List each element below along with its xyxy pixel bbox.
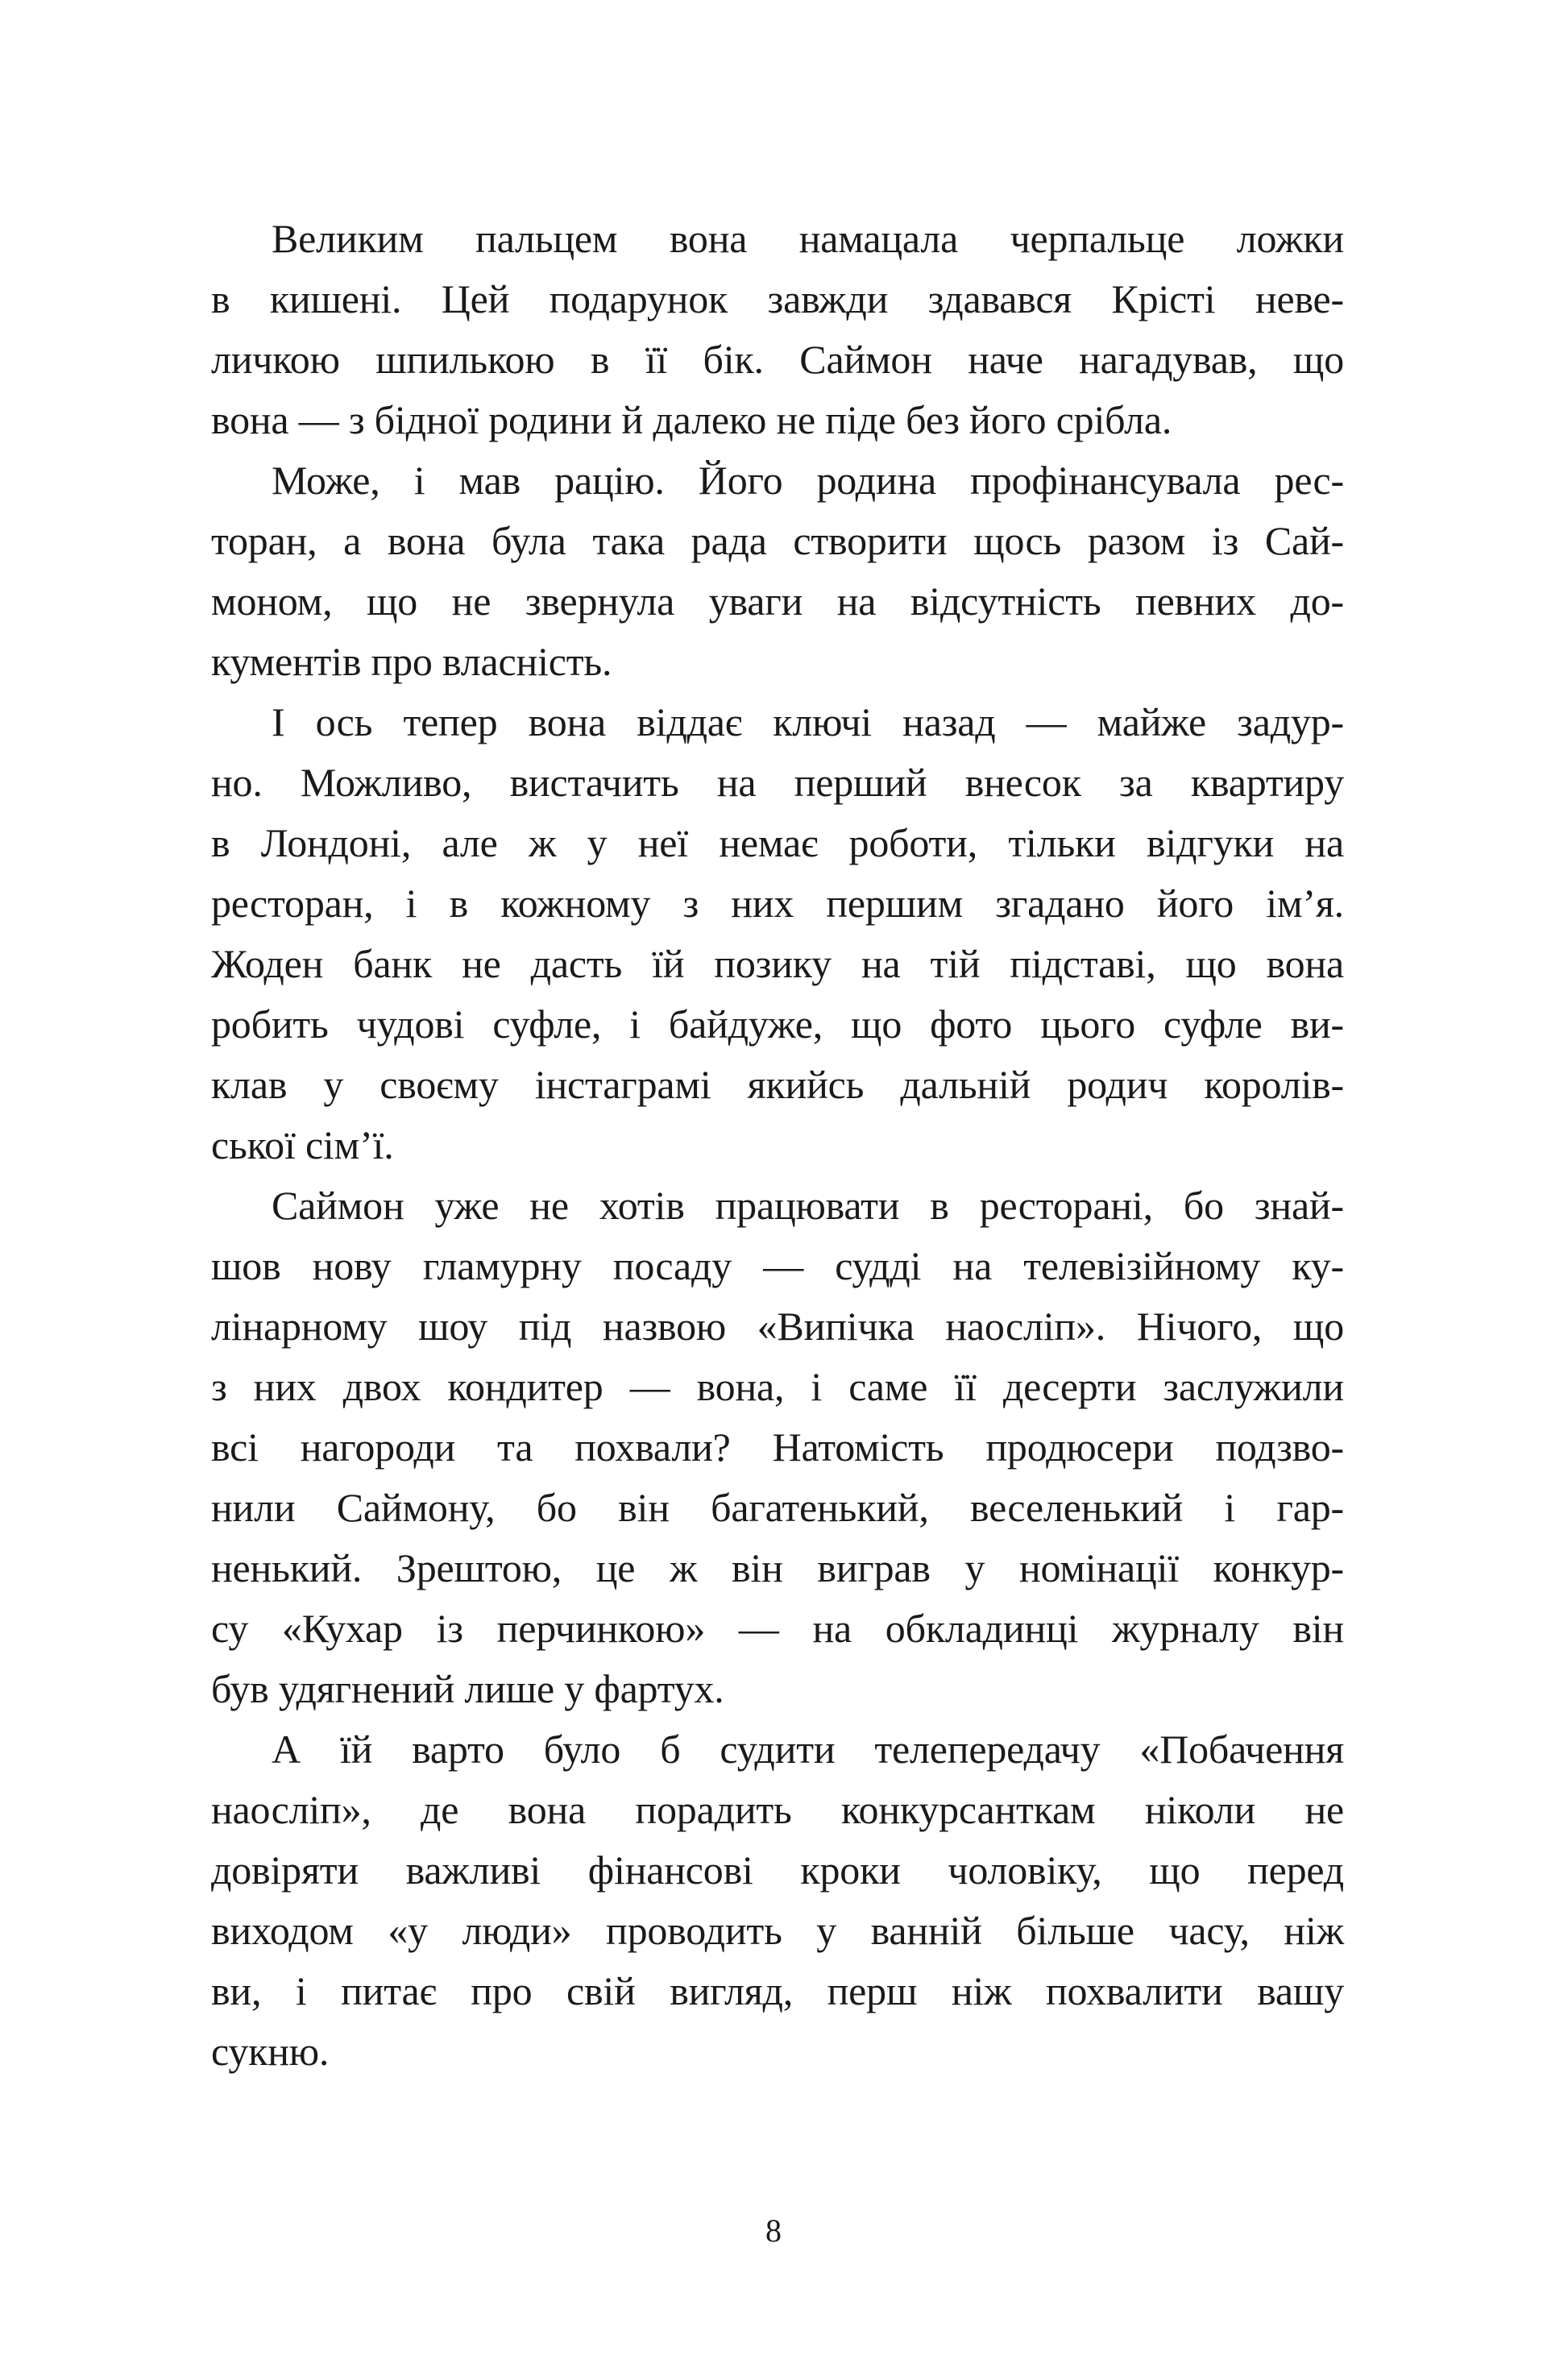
- text-line: Великим пальцем вона намацала черпальце ложки: [272, 216, 1344, 261]
- text-line: нили Саймону, бо він багатенький, веселенький і гар-: [211, 1485, 1344, 1530]
- paragraph-5: [211, 1719, 1344, 2082]
- text-line: Може, і мав рацію. Його родина профінансувала рес-: [272, 458, 1344, 503]
- text-line: А їй варто було б судити телепередачу «Побачення: [272, 1727, 1344, 1772]
- text-line: лінарному шоу під назвою «Випічка наосліп». Нічого, що: [211, 1304, 1344, 1349]
- text-line: наосліп», де вона порадить конкурсанткам ніколи не: [211, 1787, 1344, 1832]
- text-line: в Лондоні, але ж у неї немає роботи, тільки відгуки на: [211, 820, 1344, 865]
- paragraph-3: [211, 692, 1344, 1175]
- text-line: ської сім’ї.: [211, 1122, 394, 1167]
- text-line: був удягнений лише у фартух.: [211, 1666, 724, 1711]
- page-number: 8: [765, 2212, 782, 2249]
- text-line: личкою шпилькою в її бік. Саймон наче нагадував, що: [211, 337, 1344, 382]
- text-line: всі нагороди та похвали? Натомість продюсери подзво-: [211, 1424, 1344, 1470]
- text-line: робить чудові суфле, і байдуже, що фото цього суфле ви-: [211, 1001, 1344, 1047]
- body-text: [211, 209, 1344, 2082]
- text-line: в кишені. Цей подарунок завжди здавався Крісті неве-: [211, 276, 1344, 321]
- text-line: но. Можливо, вистачить на перший внесок за квартиру: [211, 760, 1344, 805]
- text-line: су «Кухар із перчинкою» — на обкладинці журналу він: [211, 1606, 1344, 1651]
- text-line: моном, що не звернула уваги на відсутність певних до-: [211, 578, 1344, 624]
- text-line: вона — з бідної родини й далеко не піде без його срібла.: [211, 397, 1172, 442]
- paragraph-1: [211, 209, 1344, 450]
- text-line: сукню.: [211, 2029, 330, 2074]
- text-line: Саймон уже не хотів працювати в ресторані, бо знай-: [272, 1183, 1344, 1228]
- text-line: І ось тепер вона віддає ключі назад — майже задур-: [272, 699, 1344, 744]
- text-line: з них двох кондитер — вона, і саме її десерти заслужили: [211, 1364, 1344, 1409]
- paragraph-2: [211, 450, 1344, 692]
- text-line: клав у своєму інстаграмі якийсь дальній родич королів-: [211, 1062, 1344, 1107]
- text-line: шов нову гламурну посаду — судді на телевізійному ку-: [211, 1243, 1344, 1288]
- paragraph-4: [211, 1175, 1344, 1719]
- text-line: Жоден банк не дасть їй позику на тій підставі, що вона: [211, 941, 1344, 986]
- text-line: торан, а вона була така рада створити щось разом із Сай-: [211, 518, 1344, 563]
- text-line: ресторан, і в кожному з них першим згадано його ім’я.: [211, 881, 1344, 926]
- text-line: ви, і питає про свій вигляд, перш ніж похвалити вашу: [211, 1968, 1344, 2013]
- text-line: кументів про власність.: [211, 639, 612, 684]
- text-line: ненький. Зрештою, це ж він виграв у номінації конкур-: [211, 1545, 1344, 1590]
- text-line: виходом «у люди» проводить у ванній більше часу, ніж: [211, 1908, 1344, 1953]
- text-line: довіряти важливі фінансові кроки чоловіку, що перед: [211, 1847, 1344, 1893]
